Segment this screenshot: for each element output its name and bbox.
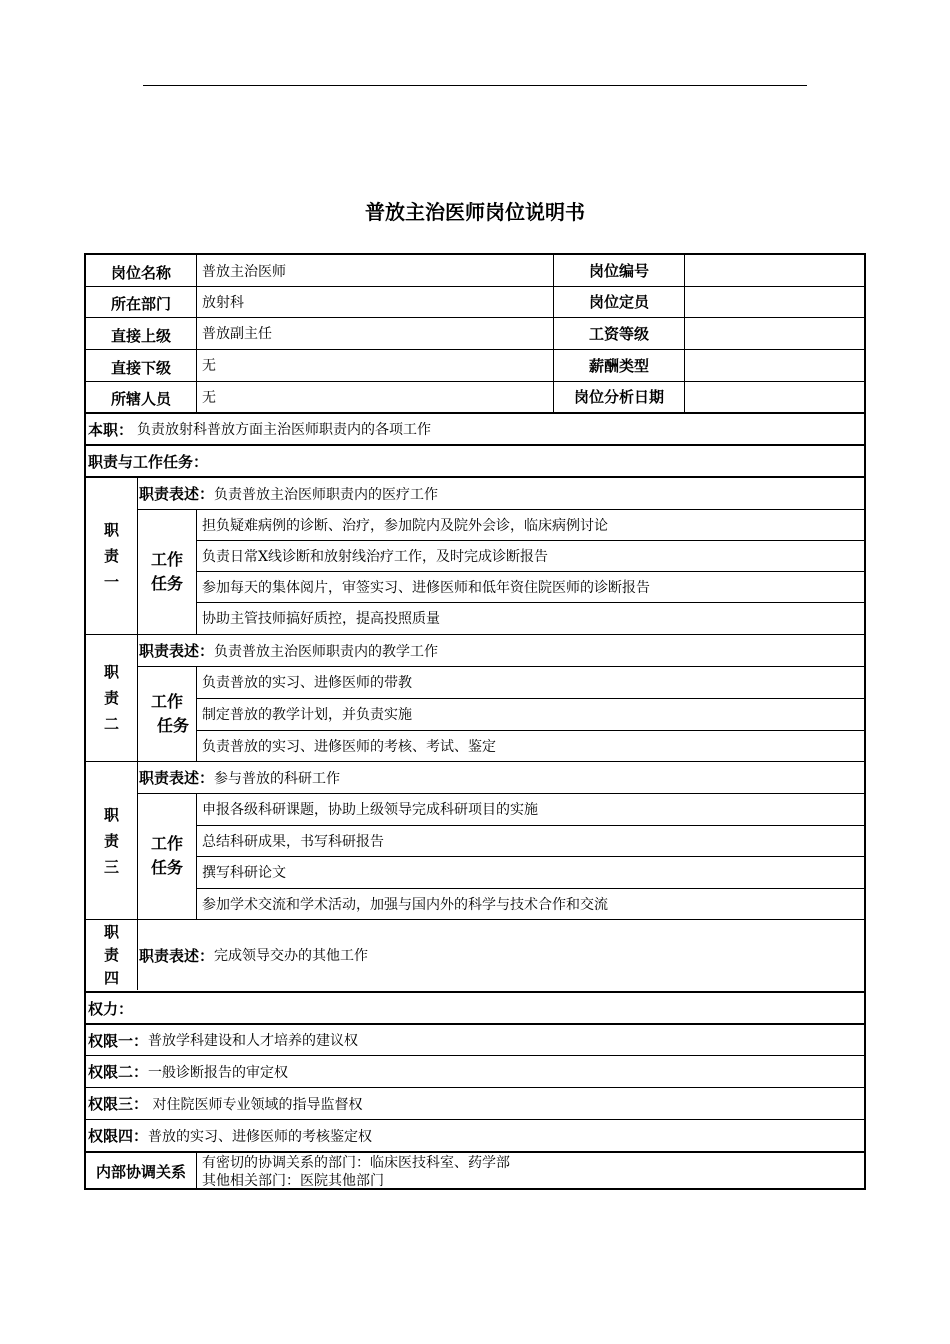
duty-statement-label: 职责表述： [139,642,215,660]
duty-3-char-1: 职 [103,805,119,824]
task-label-line-2: 任务 [150,858,183,877]
duty-statement-text: 负责普放主治医师职责内的教学工作 [214,643,439,660]
duties-header: 职责与工作任务： [88,452,209,471]
duty-2-char-1: 职 [103,663,119,681]
value-salary-grade [685,317,864,349]
label-pay-type: 薪酬类型 [588,356,649,375]
task-label-line-1: 工作 [150,549,183,569]
duty-3-char-2: 责 [103,831,119,850]
duty-1-char-3: 一 [103,573,119,591]
authority-item-3 [88,1088,858,1119]
label-salary-grade: 工资等级 [588,324,649,343]
authority-label: 权限一： [88,1031,149,1050]
duty-2-char-3: 二 [103,715,119,733]
duty-2-char-2: 责 [103,689,119,707]
duty-1-char-2: 责 [103,547,119,565]
authority-item-4 [88,1120,858,1151]
authority-label: 权限三： [88,1095,149,1113]
duty-2-task-2: 制定普放的教学计划，并负责实施 [202,707,412,723]
authority-item-2 [88,1056,858,1087]
label-position-code: 岗位编号 [588,262,649,280]
value-superior: 普放副主任 [202,326,272,342]
duty-1-title [86,478,137,634]
duty-2-task-3: 负责普放的实习、进修医师的考核、考试、鉴定 [202,738,496,755]
duty-4-char-1: 职 [103,922,119,941]
authority-label: 权限四： [88,1127,149,1145]
authority-text: 对住院医师专业领域的指导监督权 [148,1096,363,1113]
coordination-line-2: 其他相关部门：医院其他部门 [202,1172,384,1189]
core-duty-text: 负责放射科普放方面主治医师职责内的各项工作 [137,422,432,438]
job-description-table [84,253,866,1190]
value-department: 放射科 [202,294,244,311]
label-department: 所在部门 [110,295,171,313]
core-duty-row [88,414,858,444]
duty-1-task-3: 参加每天的集体阅片，审签实习、进修医师和低年资住院医师的诊断报告 [202,579,650,596]
duty-1-task-label [138,509,196,634]
authority-label: 权限二： [88,1063,149,1081]
value-analysis-date [685,381,864,412]
duty-3-char-3: 三 [103,857,119,876]
authority-text: 普放学科建设和人才培养的建议权 [148,1033,359,1049]
authority-header: 权力： [88,999,134,1018]
duty-statement-label: 职责表述： [139,769,215,787]
task-label-line-1: 工作 [150,834,183,853]
coordination-content [197,1153,857,1190]
label-analysis-date: 岗位分析日期 [573,388,664,406]
duty-4-char-2: 责 [103,945,119,964]
coordination-line-1: 有密切的协调关系的部门：临床医技科室、药学部 [202,1154,510,1171]
duty-3-task-label [138,793,196,919]
duty-3-task-1: 申报各级科研课题，协助上级领导完成科研项目的实施 [202,802,538,818]
document-title: 普放主治医师岗位说明书 [365,200,585,224]
duty-statement-text: 负责普放主治医师职责内的医疗工作 [214,486,439,503]
task-label-line-2: 任务 [150,573,183,593]
duty-1-statement [139,478,859,509]
value-pay-type [685,349,864,381]
value-position-code [685,255,864,286]
task-label-line-2: 任务 [156,715,189,735]
duty-statement-text: 完成领导交办的其他工作 [214,948,369,964]
authority-text: 一般诊断报告的审定权 [148,1064,289,1081]
duty-2-title [86,635,137,761]
duty-1-char-1: 职 [103,521,119,539]
value-position-name: 普放主治医师 [202,263,286,280]
duty-3-statement [139,762,859,793]
value-headcount [685,286,864,317]
duty-1-task-2: 负责日常X线诊断和放射线治疗工作，及时完成诊断报告 [202,548,548,565]
duty-statement-text: 参与普放的科研工作 [214,770,341,787]
duty-3-task-2: 总结科研成果，书写科研报告 [202,833,384,850]
duty-statement-label: 职责表述： [139,946,215,965]
duty-3-task-4: 参加学术交流和学术活动，加强与国内外的科学与技术合作和交流 [202,896,608,913]
label-position-name: 岗位名称 [110,264,171,282]
duty-statement-label: 职责表述： [139,485,215,503]
duty-1-task-4: 协助主管技师搞好质控，提高投照质量 [202,611,440,627]
duty-2-task-1: 负责普放的实习、进修医师的带教 [202,675,412,691]
authority-text: 普放的实习、进修医师的考核鉴定权 [148,1128,373,1145]
label-headcount: 岗位定员 [588,293,649,311]
header-rule [143,85,807,86]
duty-4-char-3: 四 [103,968,119,987]
duty-1-task-1: 担负疑难病例的诊断、治疗，参加院内及院外会诊，临床病例讨论 [202,517,608,534]
coordination-label: 内部协调关系 [95,1163,186,1181]
duty-4-statement [139,920,859,990]
duty-3-task-3: 撰写科研论文 [202,865,286,881]
core-duty-label: 本职： [88,420,134,439]
authority-item-1 [88,1025,858,1055]
label-staff: 所辖人员 [110,390,171,408]
value-staff: 无 [202,389,216,406]
label-superior: 直接上级 [110,326,171,345]
duty-2-task-label [138,666,196,761]
duty-2-statement [139,635,859,666]
value-subordinate: 无 [202,358,216,374]
duty-3-title [86,762,137,919]
task-label-line-1: 工作 [150,691,183,711]
duty-4-title [86,920,137,990]
label-subordinate: 直接下级 [110,358,171,377]
